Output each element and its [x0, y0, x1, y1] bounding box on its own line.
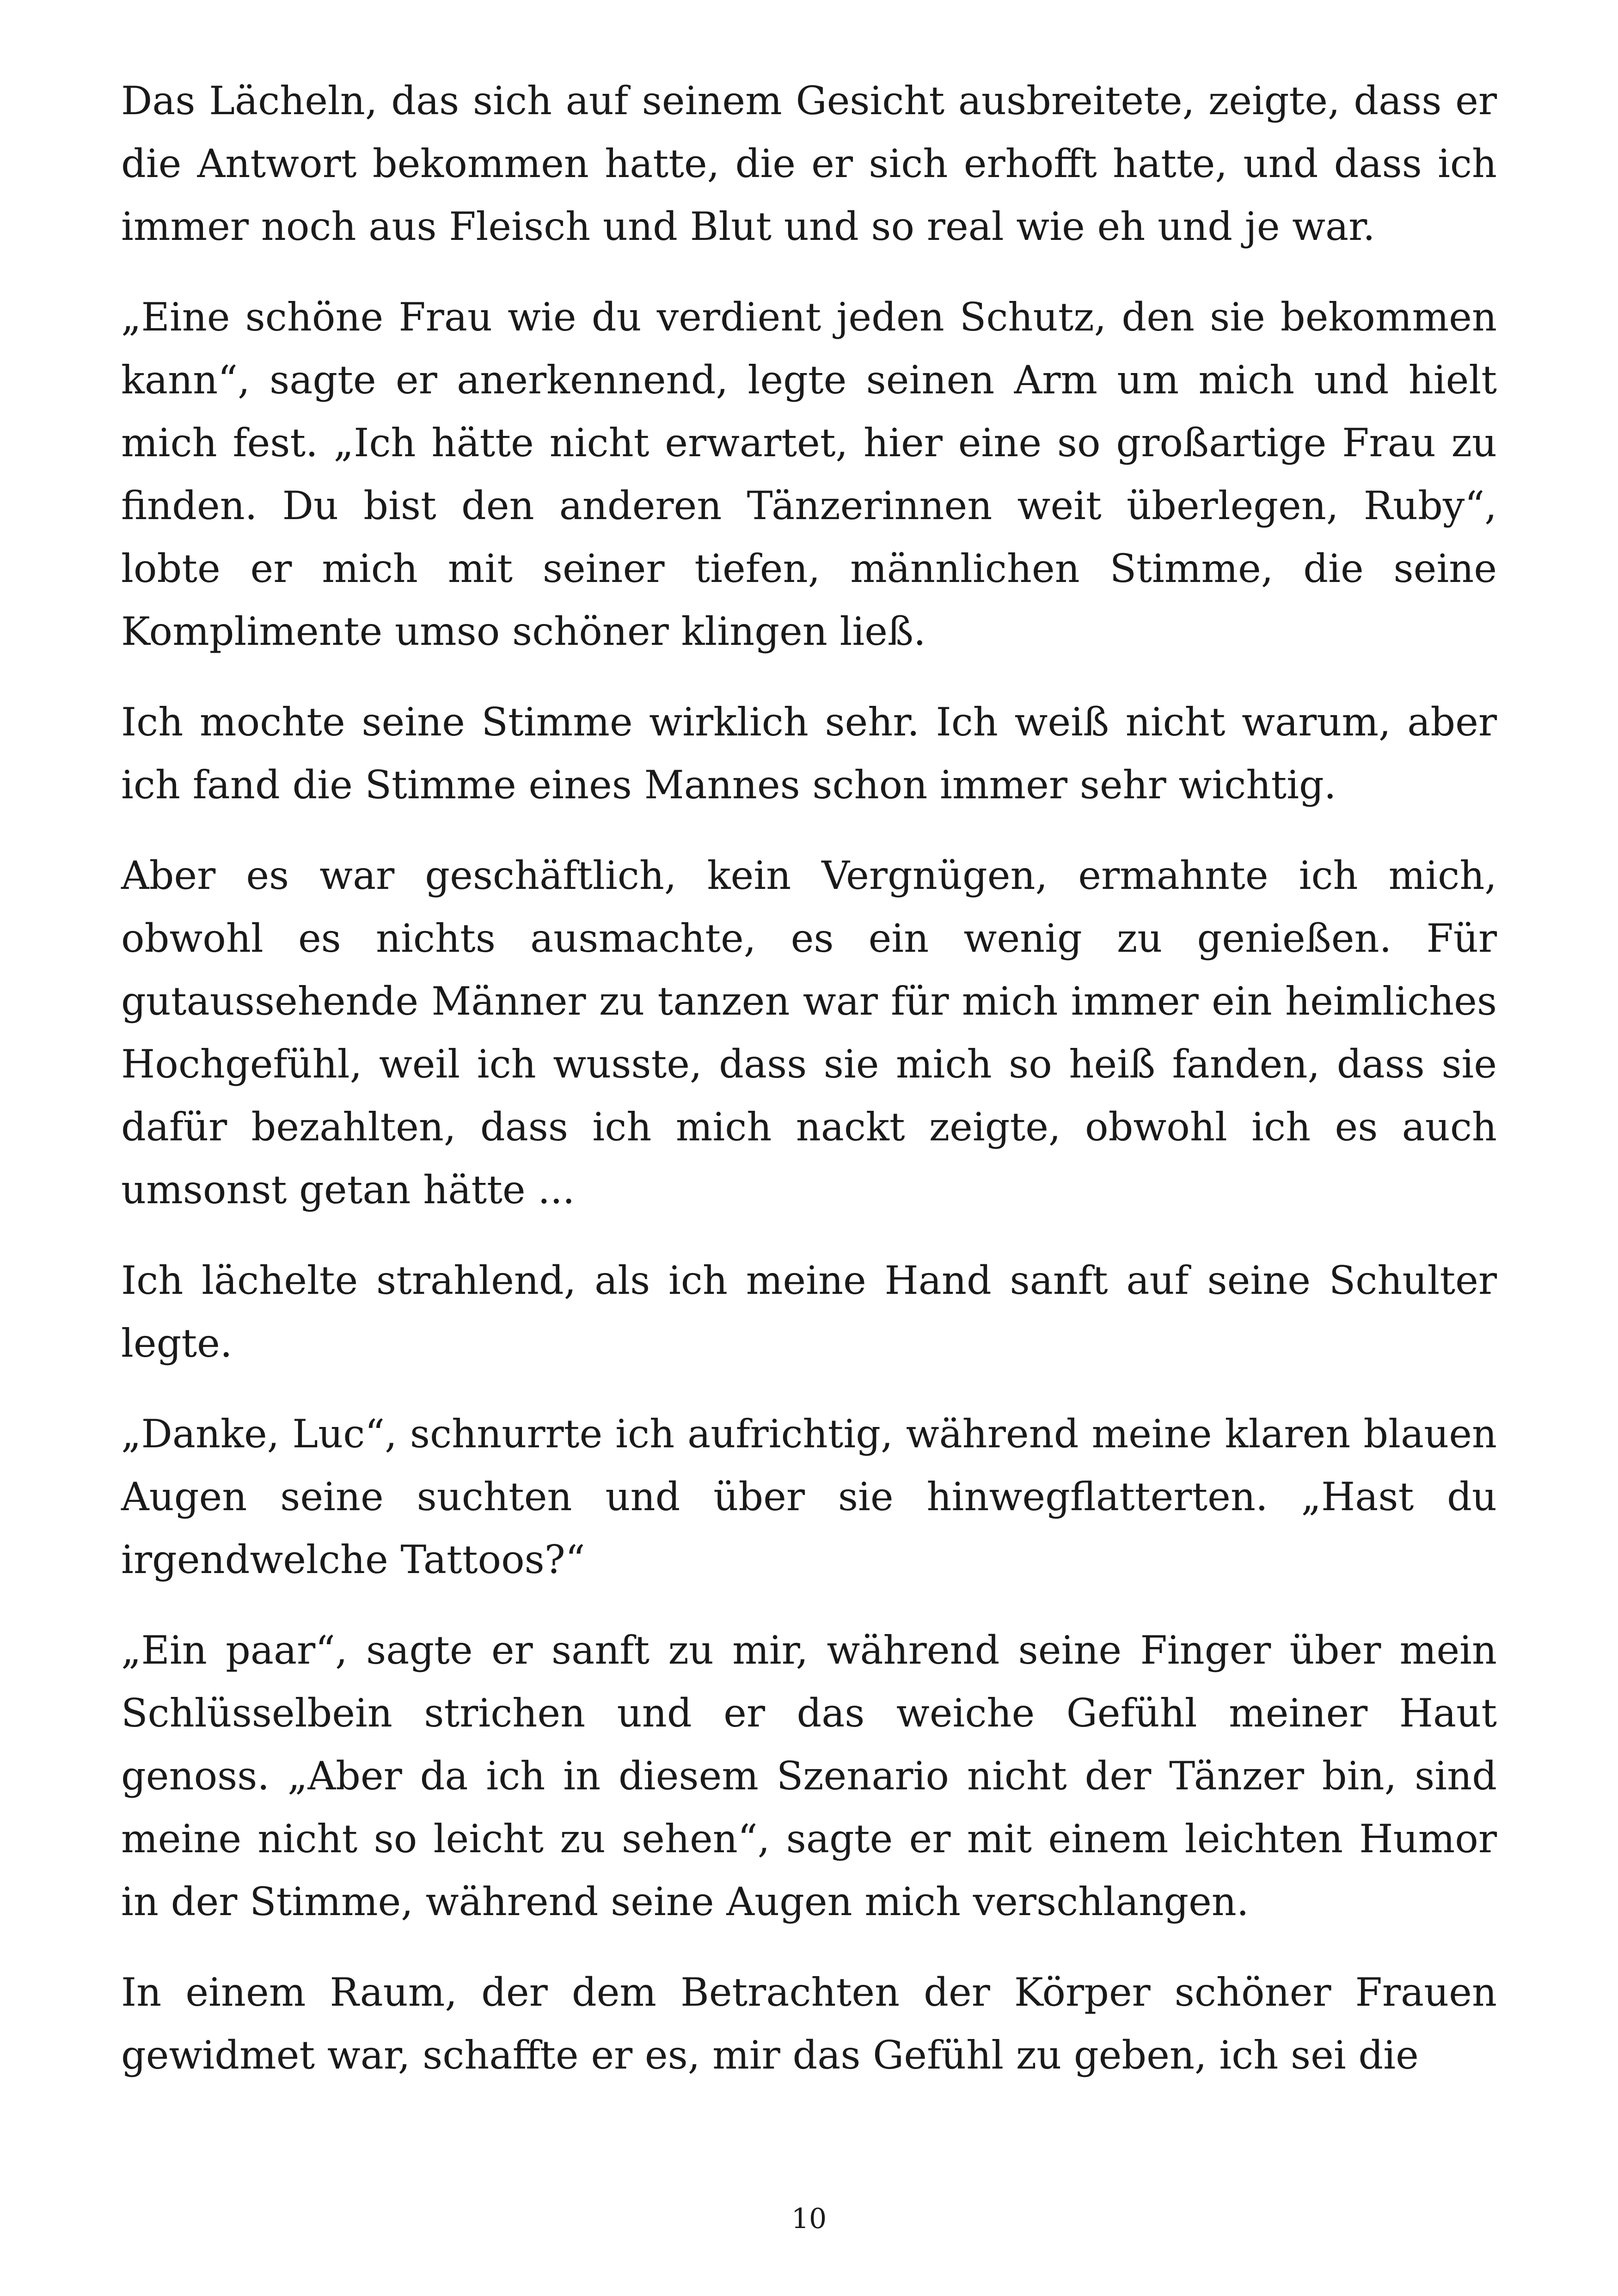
paragraph: Das Lächeln, das sich auf seinem Gesicht ausbreitete, zeigte, dass er die Antwort bekommen hatte, die er sich erhofft hatte, und dass ich immer noch aus Fleisch und Blut und so real wie eh und je war. — [121, 78, 1497, 249]
page-number: 10 — [791, 2203, 827, 2235]
paragraph: Ich mochte seine Stimme wirklich sehr. Ich weiß nicht warum, aber ich fand die Stimme eines Mannes schon immer sehr wichtig. — [121, 699, 1497, 808]
paragraph: „Danke, Luc“, schnurrte ich aufrichtig, während meine klaren blauen Augen seine suchten und über sie hinwegflatterten. „Hast du irgendwelche Tattoos?“ — [121, 1411, 1497, 1582]
paragraph: Ich lächelte strahlend, als ich meine Hand sanft auf seine Schulter legte. — [121, 1258, 1497, 1366]
paragraph: „Ein paar“, sagte er sanft zu mir, während seine Finger über mein Schlüsselbein strichen und er das weiche Gefühl meiner Haut genoss. „Aber da ich in diesem Szenario nicht der Tänzer bin, sind meine nicht so leicht zu sehen“, sagte er mit einem leichten Humor in der Stimme, während seine Augen mich verschlangen. — [121, 1628, 1497, 1924]
paragraph: „Eine schöne Frau wie du verdient jeden Schutz, den sie bekommen kann“, sagte er anerkennend, legte seinen Arm um mich und hielt mich fest. „Ich hätte nicht erwartet, hier eine so großartige Frau zu finden. Du bist den anderen Tänzerinnen weit überlegen, Ruby“, lobte er mich mit seiner tiefen, männlichen Stimme, die seine Komplimente umso schöner klingen ließ. — [121, 294, 1497, 654]
paragraph: In einem Raum, der dem Betrachten der Körper schöner Frauen gewidmet war, schaffte er es, mir das Gefühl zu geben, ich sei die — [121, 1970, 1497, 2078]
paragraph: Aber es war geschäftlich, kein Vergnügen, ermahnte ich mich, obwohl es nichts ausmachte, es ein wenig zu genießen. Für gutaussehende Männer zu tanzen war für mich immer ein heimliches Hochgefühl, weil ich wusste, dass sie mich so heiß fanden, dass sie dafür bezahlten, dass ich mich nackt zeigte, obwohl ich es auch umsonst getan hätte ... — [121, 853, 1497, 1212]
body-text — [121, 69, 1497, 2114]
